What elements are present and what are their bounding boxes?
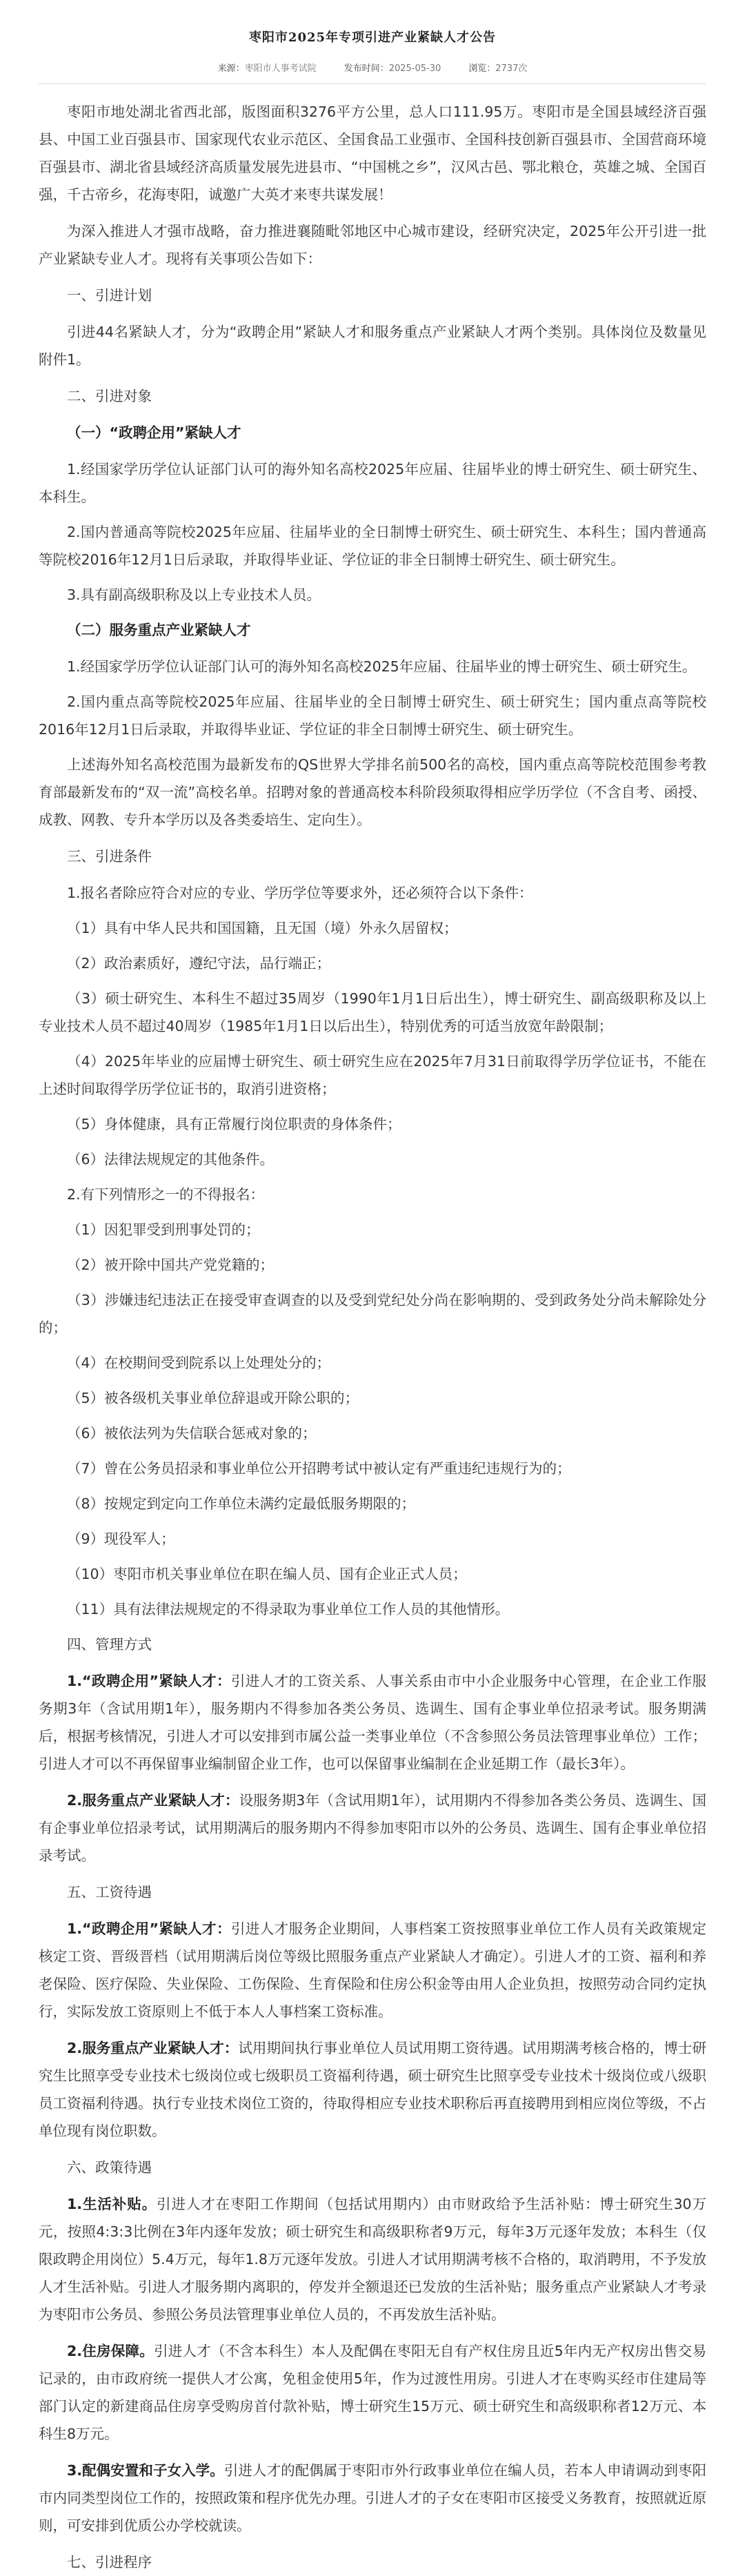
conditions-lead: 1.报名者除应符合对应的专业、学历学位等要求外，还必须符合以下条件： xyxy=(67,885,533,901)
section-heading-management: 四、管理方式 xyxy=(67,1636,152,1653)
page-title: 枣阳市2025年专项引进产业紧缺人才公告 xyxy=(248,30,497,45)
target-item: 2.国内普通高等院校2025年应届、往届毕业的全日制博士研究生、硕士研究生、本科生；国内普通高等院校2016年12月1日后录取，并取得毕业证、学位证的非全日制博士研究生、硕士研究生。 xyxy=(39,524,706,568)
condition-item: （3）硕士研究生、本科生不超过35周岁（1990年1月1日后出生），博士研究生、副高级职称及以上专业技术人员不超过40周岁（1985年1月1日以后出生），特别优秀的可适当放宽年龄限制； xyxy=(39,990,706,1034)
article-body xyxy=(39,98,706,2576)
exclusion-item: （11）具有法律法规规定的不得录取为事业单位工作人员的其他情形。 xyxy=(67,1601,510,1618)
condition-item: （4）2025年毕业的应届博士研究生、硕士研究生应在2025年7月31日前取得学历学位证书，不能在上述时间取得学历学位证书的，取消引进资格； xyxy=(39,1053,706,1097)
exclusion-item: （3）涉嫌违纪违法正在接受审查调查的以及受到党纪处分尚在影响期的、受到政务处分尚未解除处分的； xyxy=(39,1292,706,1336)
exclusion-item: （4）在校期间受到院系以上处理处分的； xyxy=(67,1355,331,1371)
exclusion-item: （2）被开除中国共产党党籍的； xyxy=(67,1257,275,1273)
intro-paragraph: 为深入推进人才强市战略，奋力推进襄随毗邻地区中心城市建设，经研究决定，2025年公开引进一批产业紧缺专业人才。现将有关事项公告如下： xyxy=(39,223,706,267)
condition-item: （6）法律法规规定的其他条件。 xyxy=(67,1151,275,1168)
meta-source: 来源：枣阳市人事考试院 xyxy=(217,63,317,74)
section-heading-procedure: 七、引进程序 xyxy=(67,2554,152,2570)
meta-views: 浏览：2737次 xyxy=(468,63,528,74)
subheading-zhengpin-qiyong: （一）“政聘企用”紧缺人才 xyxy=(67,424,241,441)
policy-housing: 2.住房保障。引进人才（不含本科生）本人及配偶在枣阳无自有产权住房且近5年内无产权房出售交易记录的，由市政府统一提供人才公寓，免租金使用5年，作为过渡性用房。引进人才在枣购买经市住建局等部门认定的新建商品住房享受购房首付款补贴，博士研究生15万元、硕士研究生和高级职称者12万元、本科生8万元。 xyxy=(39,2343,706,2442)
exclusion-item: （7）曾在公务员招录和事业单位公开招聘考试中被认定有严重违纪违规行为的； xyxy=(67,1460,571,1477)
article-header xyxy=(39,0,706,84)
intro-paragraph: 枣阳市地处湖北省西北部，版图面积3276平方公里，总人口111.95万。枣阳市是全国县域经济百强县、中国工业百强县市、国家现代农业示范区、全国食品工业强市、全国科技创新百强县市、全国营商环境百强县市、湖北省县域经济高质量发展先进县市、“中国桃之乡”，汉风古邑、鄂北粮仓，英雄之城、全国百强，千古帝乡，花海枣阳，诚邀广大英才来枣共谋发展！ xyxy=(39,104,706,203)
target-item: 3.具有副高级职称及以上专业技术人员。 xyxy=(67,587,321,603)
exclusion-item: （8）按规定到定向工作单位未满约定最低服务期限的； xyxy=(67,1495,416,1512)
exclusion-item: （10）枣阳市机关事业单位在职在编人员、国有企业正式人员； xyxy=(67,1566,467,1582)
target-item: 1.经国家学历学位认证部门认可的海外知名高校2025年应届、往届毕业的博士研究生、硕士研究生。 xyxy=(67,658,697,675)
plan-text: 引进44名紧缺人才，分为“政聘企用”紧缺人才和服务重点产业紧缺人才两个类别。具体岗位及数量见附件1。 xyxy=(39,324,706,368)
condition-item: （2）政治素质好，遵纪守法，品行端正； xyxy=(67,955,331,972)
section-heading-policy: 六、政策待遇 xyxy=(67,2159,152,2176)
condition-item: （1）具有中华人民共和国国籍，且无国（境）外永久居留权； xyxy=(67,920,458,936)
header-divider xyxy=(39,83,706,84)
policy-spouse-children: 3.配偶安置和子女入学。引进人才的配偶属于枣阳市外行政事业单位在编人员，若本人申请调动到枣阳市内同类型岗位工作的，按照政策和程序优先办理。引进人才的子女在枣阳市区接受义务教育，按照就近原则，可安排到优质公办学校就读。 xyxy=(39,2462,706,2534)
section-heading-salary: 五、工资待遇 xyxy=(67,1884,152,1900)
salary-zhengpin: 1.“政聘企用”紧缺人才：引进人才服务企业期间，人事档案工资按照事业单位工作人员有关政策规定核定工资、晋级晋档（试用期满后岗位等级比照服务重点产业紧缺人才确定）。引进人才的工资、福利和养老保险、医疗保险、失业保险、工伤保险、生育保险和住房公积金等由用人企业负担，按照劳动合同约定执行，实际发放工资原则上不低于本人人事档案工资标准。 xyxy=(39,1920,707,2020)
target-item: 2.国内重点高等院校2025年应届、往届毕业的全日制博士研究生、硕士研究生；国内重点高等院校2016年12月1日后录取，并取得毕业证、学位证的非全日制博士研究生、硕士研究生。 xyxy=(39,694,706,738)
article-meta xyxy=(39,61,706,74)
section-heading-conditions: 三、引进条件 xyxy=(67,848,152,865)
exclusion-item: （1）因犯罪受到刑事处罚的； xyxy=(67,1221,260,1238)
salary-key-industry: 2.服务重点产业紧缺人才：试用期间执行事业单位人员试用期工资待遇。试用期满考核合格的，博士研究生比照享受专业技术七级岗位或七级职员工资福利待遇，硕士研究生比照享受专业技术十级岗位或八级职员工资福利待遇。执行专业技术岗位工资的，待取得相应专业技术职称后再直接聘用到相应岗位等级，不占单位现有岗位职数。 xyxy=(39,2040,706,2139)
exclusion-item: （9）现役军人； xyxy=(67,1531,175,1547)
subheading-key-industry: （二）服务重点产业紧缺人才 xyxy=(67,622,251,638)
exclusion-item: （6）被依法列为失信联合惩戒对象的； xyxy=(67,1425,317,1442)
section-heading-targets: 二、引进对象 xyxy=(67,388,152,404)
policy-living-subsidy: 1.生活补贴。引进人才在枣阳工作期间（包括试用期内）由市财政给予生活补贴：博士研究生30万元，按照4:3:3比例在3年内逐年发放；硕士研究生和高级职称者9万元，每年3万元逐年发放；本科生（仅限政聘企用岗位）5.4万元，每年1.8万元逐年发放。引进人才试用期满考核不合格的，取消聘用，不予发放人才生活补贴。引进人才服务期内离职的，停发并全额退还已发放的生活补贴；服务重点产业紧缺人才考录为枣阳市公务员、参照公务员法管理事业单位人员的，不再发放生活补贴。 xyxy=(39,2196,706,2323)
university-scope-note: 上述海外知名高校范围为最新发布的QS世界大学排名前500名的高校，国内重点高等院校范围参考教育部最新发布的“双一流”高校名单。招聘对象的普通高校本科阶段须取得相应学历学位（不含自考、函授、成教、网教、专升本学历以及各类委培生、定向生）。 xyxy=(39,756,706,828)
management-key-industry: 2.服务重点产业紧缺人才：设服务期3年（含试用期1年），试用期内不得参加各类公务员、选调生、国有企事业单位招录考试，试用期满后的服务期内不得参加枣阳市以外的公务员、选调生、国有企事业单位招录考试。 xyxy=(39,1792,706,1864)
target-item: 1.经国家学历学位认证部门认可的海外知名高校2025年应届、往届毕业的博士研究生、硕士研究生、本科生。 xyxy=(39,461,706,505)
section-heading-plan: 一、引进计划 xyxy=(67,287,152,304)
exclusion-item: （5）被各级机关事业单位辞退或开除公职的； xyxy=(67,1390,359,1406)
condition-item: （5）身体健康，具有正常履行岗位职责的身体条件； xyxy=(67,1116,401,1132)
exclusions-lead: 2.有下列情形之一的不得报名： xyxy=(67,1186,265,1203)
meta-date: 发布时间：2025-05-30 xyxy=(344,63,441,74)
management-zhengpin: 1.“政聘企用”紧缺人才：引进人才的工资关系、人事关系由市中小企业服务中心管理，在企业工作服务期3年（含试用期1年），服务期内不得参加各类公务员、选调生、国有企事业单位招录考试。服务期满后，根据考核情况，引进人才可以安排到市属公益一类事业单位（不含参照公务员法管理事业单位）工作；引进人才可以不再保留事业编制留企业工作，也可以保留事业编制在企业延期工作（最长3年）。 xyxy=(39,1673,707,1772)
